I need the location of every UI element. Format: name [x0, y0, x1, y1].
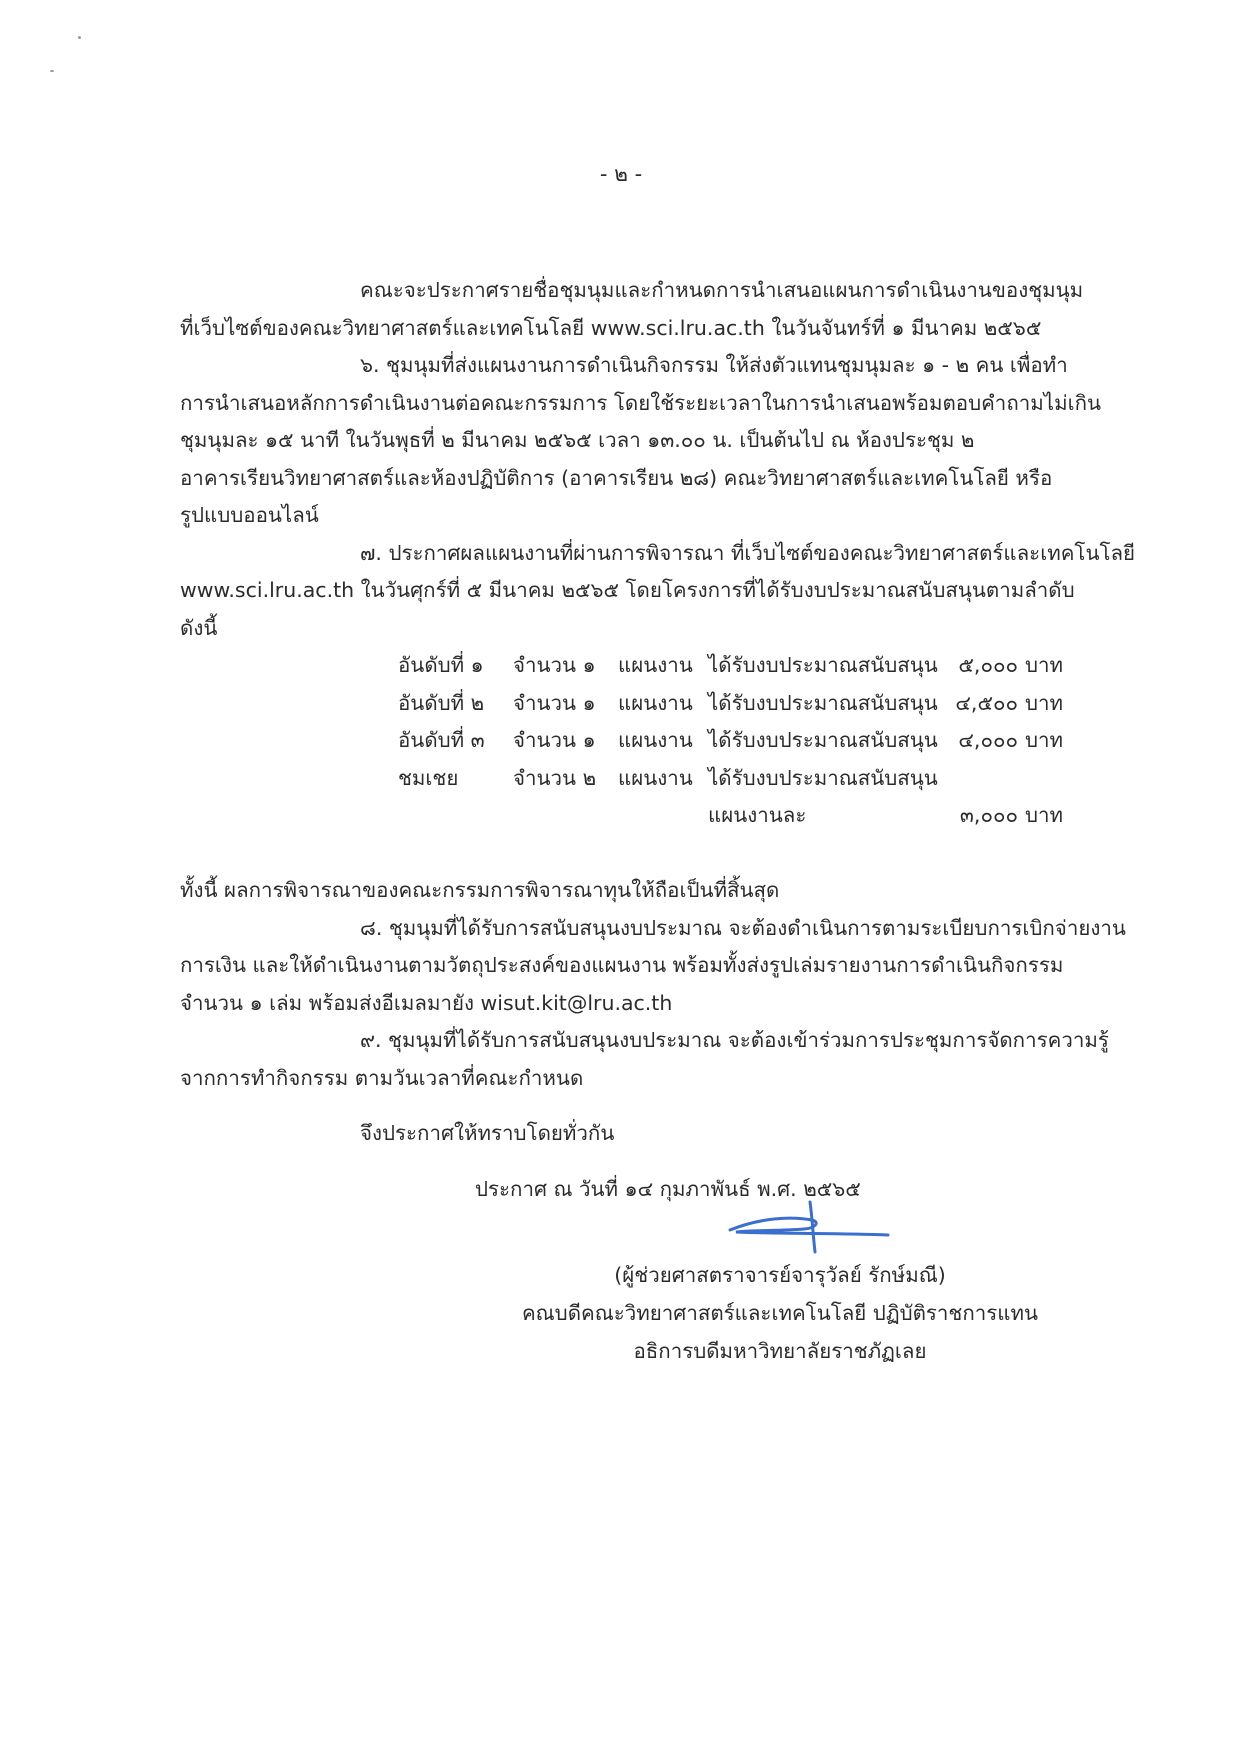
rank-row [398, 647, 1063, 685]
clause-8-line: การเงิน และให้ดำเนินงานตามวัตถุประสงค์ของแผนงาน พร้อมทั้งส่งรูปเล่มรายงานการดำเนินกิจกรรม [180, 953, 1064, 977]
rank-currency: บาท [1024, 653, 1063, 677]
rank-count: จำนวน ๒ [513, 765, 597, 790]
rank-amount: ๕,๐๐๐ [958, 653, 1018, 677]
clause-9-line: ๙. ชุมนุมที่ได้รับการสนับสนุนงบประมาณ จะต้องเข้าร่วมการประชุมการจัดการความรู้ [360, 1028, 1109, 1052]
rank-row [398, 722, 1063, 760]
page-number: - ๒ - [599, 162, 643, 186]
rank-unit: แผนงาน [618, 690, 693, 715]
announcement-line: จึงประกาศให้ทราบโดยทั่วกัน [360, 1121, 615, 1145]
paragraph-line: คณะจะประกาศรายชื่อชุมนุมและกำหนดการนำเสนอแผนการดำเนินงานของชุมนุม [360, 278, 1084, 302]
per-plan-amount: ๓,๐๐๐ [959, 803, 1018, 827]
clause-6-line: การนำเสนอหลักการดำเนินงานต่อคณะกรรมการ โดยใช้ระยะเวลาในการนำเสนอพร้อมตอบคำถามไม่เกิน [180, 390, 1102, 415]
rank-label: อันดับที่ ๒ [398, 690, 485, 715]
clause-7-line: www.sci.lru.ac.th ในวันศุกร์ที่ ๕ มีนาคม ๒๕๖๕ โดยโครงการที่ได้รับงบประมาณสนับสนุนตามลำดับ [180, 578, 1075, 602]
signatory-name: (ผู้ช่วยศาสตราจารย์จารุวัลย์ รักษ์มณี) [614, 1263, 946, 1287]
scan-speck [50, 70, 54, 72]
rank-amount: ๔,๐๐๐ [958, 728, 1018, 752]
rank-label: อันดับที่ ๑ [398, 653, 484, 677]
clause-8-line: ๘. ชุมนุมที่ได้รับการสนับสนุนงบประมาณ จะต้องดำเนินการตามระเบียบการเบิกจ่ายงาน [360, 915, 1126, 940]
clause-6-line: ชุมนุมละ ๑๕ นาที ในวันพุธที่ ๒ มีนาคม ๒๕๖๕ เวลา ๑๓.๐๐ น. เป็นต้นไป ณ ห้องประชุม ๒ [180, 428, 975, 452]
clause-6-line: อาคารเรียนวิทยาศาสตร์และห้องปฏิบัติการ (อาคารเรียน ๒๘) คณะวิทยาศาสตร์และเทคโนโลยี หรือ [180, 465, 1053, 490]
rank-amount: ๔,๕๐๐ [955, 690, 1018, 715]
rank-currency: บาท [1024, 728, 1063, 752]
clause-9-line: จากการทำกิจกรรม ตามวันเวลาที่คณะกำหนด [180, 1065, 584, 1090]
budget-rank-list [398, 647, 1063, 835]
rank-unit: แผนงาน [618, 728, 693, 752]
rank-currency: บาท [1024, 690, 1063, 715]
rank-support-label: ได้รับงบประมาณสนับสนุน [708, 728, 938, 752]
per-plan-label: แผนงานละ [708, 803, 807, 827]
final-decision-line: ทั้งนี้ ผลการพิจารณาของคณะกรรมการพิจารณาทุนให้ถือเป็นที่สิ้นสุด [180, 878, 780, 902]
rank-currency [1018, 760, 1063, 798]
clause-7-line: ๗. ประกาศผลแผนงานที่ผ่านการพิจารณา ที่เว็บไซต์ของคณะวิทยาศาสตร์และเทคโนโลยี [360, 540, 1136, 565]
signatory-position: อธิการบดีมหาวิทยาลัยราชภัฏเลย [633, 1339, 927, 1363]
handwritten-signature [720, 1196, 900, 1256]
rank-row [398, 685, 1063, 723]
document-body [180, 272, 1136, 1208]
rank-amount [928, 760, 1018, 798]
rank-unit: แผนงาน [618, 653, 693, 677]
per-plan-currency: บาท [1024, 803, 1063, 827]
rank-unit: แผนงาน [618, 765, 693, 790]
clause-6-line: รูปแบบออนไลน์ [180, 503, 319, 527]
paragraph-line: ที่เว็บไซต์ของคณะวิทยาศาสตร์และเทคโนโลยี www.sci.lru.ac.th ในวันจันทร์ที่ ๑ มีนาคม ๒๕๖๕ [180, 315, 1042, 340]
rank-row [398, 760, 1063, 798]
rank-support-label: ได้รับงบประมาณสนับสนุน [708, 690, 938, 715]
signature-block [500, 1256, 1060, 1370]
clause-8-line: จำนวน ๑ เล่ม พร้อมส่งอีเมลมายัง wisut.kit@lru.ac.th [180, 990, 673, 1015]
clause-6-line: ๖. ชุมนุมที่ส่งแผนงานการดำเนินกิจกรรม ให้ส่งตัวแทนชุมนุมละ ๑ - ๒ คน เพื่อทำ [360, 353, 1068, 377]
rank-count: จำนวน ๑ [513, 728, 596, 752]
rank-support-label: ได้รับงบประมาณสนับสนุน [708, 765, 938, 790]
clause-7-line: ดังนี้ [180, 615, 218, 640]
announcement-date: ประกาศ ณ วันที่ ๑๔ กุมภาพันธ์ พ.ศ. ๒๕๖๕ [475, 1176, 861, 1201]
scan-speck [78, 36, 81, 39]
rank-continuation-row [398, 797, 1063, 835]
rank-count: จำนวน ๑ [513, 653, 596, 677]
rank-support-label: ได้รับงบประมาณสนับสนุน [708, 653, 938, 677]
rank-label: อันดับที่ ๓ [398, 728, 485, 752]
rank-label: ชมเชย [398, 765, 459, 790]
rank-count: จำนวน ๑ [513, 690, 596, 715]
signatory-position: คณบดีคณะวิทยาศาสตร์และเทคโนโลยี ปฏิบัติราชการแทน [521, 1301, 1039, 1325]
